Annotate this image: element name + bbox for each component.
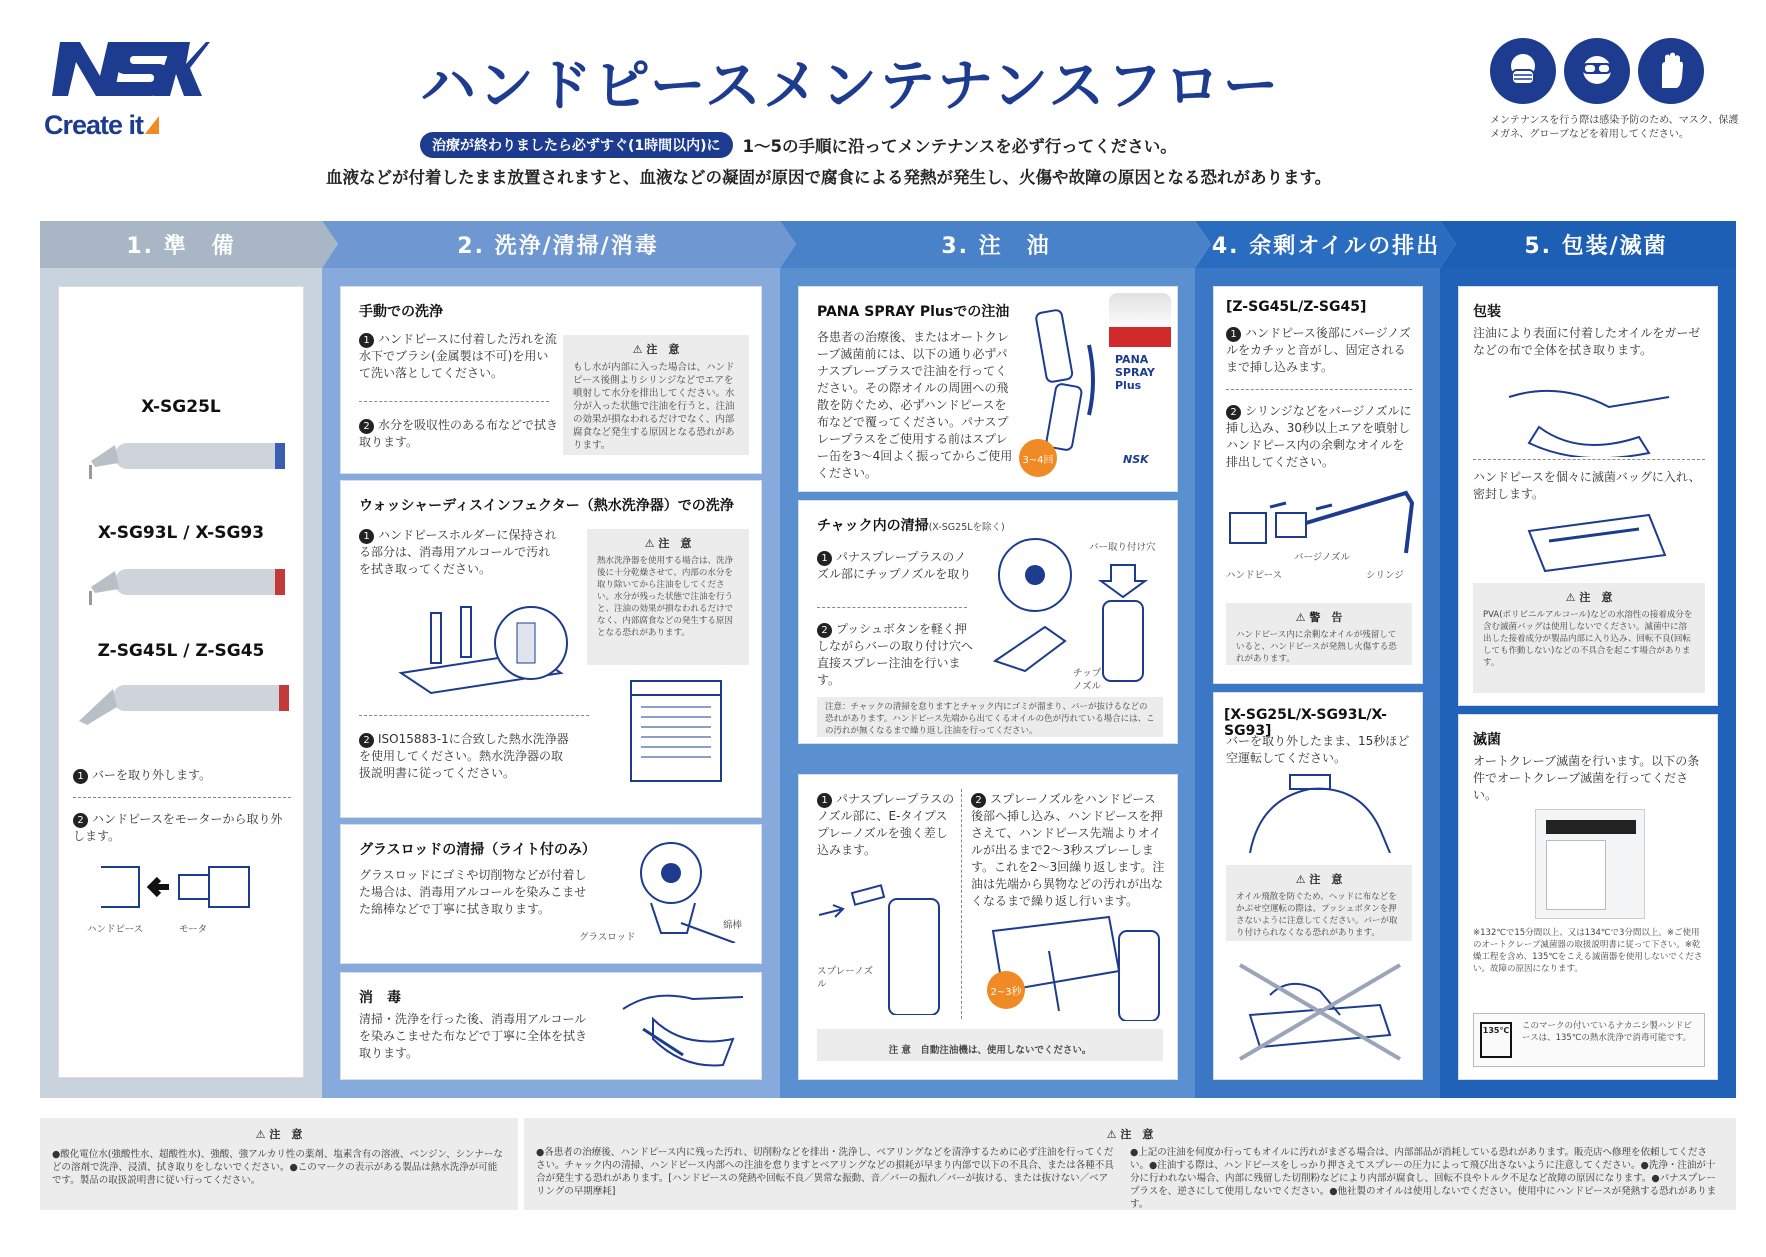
model-x-sg93l: X-SG93L / X-SG93 bbox=[97, 523, 265, 543]
label-tip-nozzle: チップノズル bbox=[1073, 668, 1102, 692]
heat-mark-icon: 135℃ bbox=[1480, 1022, 1512, 1058]
footer-caution-1: ⚠ 注 意 ●酸化電位水(強酸性水、超酸性水)、強酸、強アルカリ性の薬剤、塩素含有の溶液、ベンジン、シンナーなどの溶剤で洗浄、浸漬、拭き取りをしないでください。●このマークの表示がある製品は熱水洗浄が可能です。製品の取扱説明書に従い行ってください。 bbox=[40, 1118, 518, 1210]
footer-caution-2: ⚠ 注 意 ●各患者の治療後、ハンドピース内に残った汚れ、切削粉などを排出・洗浄し、ベアリングなどを清浄するために必ず注油を行ってください。チャック内の清掃、ハンドピース内部への注油を怠りますとベアリングなどの損耗が早まり内部で以下の不具合、または各種不具合が発生する恐れがあります。[ハンドピースの発熱や回転不良／異常な振動、音／バーの振れ／バーが抜ける、または抜けない／ベアリングの早期摩耗] ●上記の注油を何度か行ってもオイルに汚れがまざる場合は、内部部品が消耗している恐れがあります。販売店へ修理を依頼してください。●注油する際は、ハンドピースをしっかり押さえてスプレーの圧力によって飛び出さないように注意してください。●洗浄・注油が十分に行われない場合、内部に残留した切削粉などにより内部が腐食し、回転不良やトルク不足など故障の原因になります。●パナスプレープラスを、逆さにして使用しないでください。●他社製のオイルは使用しないでください。使用中にハンドピースが発熱する恐れがあります。 bbox=[524, 1118, 1736, 1210]
packing-step-2: ハンドピースを個々に滅菌バッグに入れ、密封します。 bbox=[1473, 470, 1701, 501]
glass-rod-card bbox=[340, 824, 762, 964]
packing-title: 包装 bbox=[1473, 304, 1501, 320]
packing-caution: ⚠ 注 意 PVA(ポリビニルアルコール)などの水溶性の接着成分を含む滅菌バッグは使用しないでください。滅菌中に溶出した接着成分が製品内部に入り込み、回転不良(回転しても作動しない)などの不具合を起こす場合があります。 bbox=[1473, 583, 1705, 693]
prep-step-1: 1 バーを取り外します。 bbox=[73, 767, 293, 784]
warning-line: 血液などが付着したまま放置されますと、血液などの凝固が原因で腐食による発熱が発生し、火傷や故障の原因となる恐れがあります。 bbox=[326, 168, 1332, 187]
label-syringe: シリンジ bbox=[1366, 570, 1404, 581]
handpiece-image-2 bbox=[85, 553, 295, 613]
step-5-header: 5. 包装/滅菌 bbox=[1524, 234, 1668, 259]
intro-line bbox=[420, 132, 1177, 158]
pana-spray-title: PANA SPRAY Plusでの注油 bbox=[817, 304, 1010, 320]
oil-step-1: 1 パナスプレープラスのノズル部に、E-タイプスプレーノズルを強く差し込みます。 bbox=[817, 792, 955, 857]
label-handpiece: ハンドピース bbox=[87, 924, 144, 935]
manual-caution: ⚠ 注 意 もし水が内部に入った場合は、ハンドピース後側よりシリンジなどでエアを噴射して水分を排出してください。水分が入った状態で注油を行うと、注油の効果が損なわれるだけでなく、内部腐食など発生する原因となる恐れがあります。 bbox=[563, 335, 749, 455]
gauze-wipe-image bbox=[1499, 377, 1679, 457]
label-motor: モータ bbox=[179, 924, 208, 935]
manual-step-1: 1 ハンドピースに付着した汚れを流水下でブラシ(金属製は不可)を用いて洗い落としてください。 bbox=[359, 332, 557, 380]
prep-card bbox=[58, 286, 304, 1078]
glass-rod-title: グラスロッドの清掃（ライト付のみ） bbox=[359, 842, 596, 858]
label-glass-rod: グラスロッド bbox=[579, 932, 636, 943]
handpiece-image-3 bbox=[73, 671, 295, 741]
nsk-logo bbox=[40, 34, 210, 104]
washer-title: ウォッシャーディスインフェクター（熱水洗浄器）での洗浄 bbox=[359, 498, 734, 514]
steps-band bbox=[40, 221, 1736, 268]
washer-step-1: 1 ハンドピースホルダーに保持される部分は、消毒用アルコールで汚れを拭き取ってください。 bbox=[359, 528, 557, 576]
chuck-caution: 注意：チャックの清掃を怠りますとチャック内にゴミが溜まり、バーが抜けるなどの恐れがあります。ハンドピース先端から出てくるオイルの色が汚れている場合には、この汚れが無くなるまで繰り返し注油を行ってください。 bbox=[817, 697, 1163, 737]
label-bur-hole: バー取り付け穴 bbox=[1089, 542, 1156, 553]
washer-caution: ⚠ 注 意 熱水洗浄器を使用する場合は、洗浄後に十分乾燥させて、内部の水分を取り除いてから注油をしてください。水分が残った状態で注油を行うと、注油の効果が損なわれるだけでなく、内部腐食などの発生する原因となる恐れがあります。 bbox=[587, 529, 749, 665]
ppe-icons bbox=[1490, 38, 1704, 104]
heat-mark-note: 135℃ このマークの付いているナカニシ製ハンドピースは、135℃の熱水洗浄で消毒可能です。 bbox=[1473, 1013, 1705, 1067]
purge-warning: ⚠ 警 告 ハンドピース内に余剰なオイルが残留していると、ハンドピースが発熱し火傷する恐れがあります。 bbox=[1226, 603, 1412, 665]
sterilization-bag-image bbox=[1519, 511, 1669, 575]
packing-card bbox=[1458, 286, 1718, 706]
page-title: ハンドピースメンテナンスフロー bbox=[420, 54, 1281, 119]
chuck-step-1: 1 パナスプレープラスのノズル部にチップノズルを取り bbox=[817, 550, 972, 581]
step-2-header: 2. 洗浄/清掃/消毒 bbox=[457, 234, 659, 259]
packing-step-1: 注油により表面に付着したオイルをガーゼなどの布で全体を拭き取ります。 bbox=[1473, 326, 1701, 357]
shake-count-badge: 3~4回 bbox=[1019, 439, 1057, 477]
step-4-header: 4. 余剰オイルの排出 bbox=[1211, 234, 1441, 259]
ppe-note: メンテナンスを行う際は感染予防のため、マスク、保護メガネ、グローブなどを着用してください。 bbox=[1490, 115, 1739, 140]
sterilization-text: オートクレーブ滅菌を行います。以下の条件でオートクレーブ滅菌を行ってください。 bbox=[1473, 754, 1700, 802]
model-x-sg25l: X-SG25L bbox=[141, 397, 221, 417]
manual-wash-card bbox=[340, 286, 762, 474]
caution-heading: ⚠ 注 意 bbox=[632, 343, 680, 356]
free-run-title: [X-SG25L/X-SG93L/X-SG93] bbox=[1224, 707, 1387, 739]
label-spray-nozzle: スプレーノズル bbox=[817, 966, 874, 990]
nozzle-insert-image bbox=[819, 875, 949, 1015]
purge-step-1: 1 ハンドピース後部にバージノズルをカチッと音がし、固定されるまで挿し込みます。 bbox=[1226, 326, 1411, 374]
free-run-image bbox=[1230, 769, 1410, 853]
washer-step-2: 2 ISO15883-1に合致した熱水洗浄器を使用してください。熱水洗浄器の取扱説明書に従ってください。 bbox=[359, 732, 569, 780]
label-purge-nozzle: バージノズル bbox=[1294, 552, 1351, 563]
no-push-image bbox=[1230, 955, 1410, 1065]
sterilization-card bbox=[1458, 714, 1718, 1080]
pana-spray-card bbox=[798, 286, 1178, 492]
washer-card bbox=[340, 480, 762, 818]
free-run-text: バーを取り外したまま、15秒ほど空運転してください。 bbox=[1226, 734, 1410, 765]
free-run-caution: ⚠ 注 意 オイル飛散を防ぐため、ヘッドに布などをかぶせ空運転の際は、プッシュボタンを押さないように注意してください。バーが取り付けられなくなる恐れがあります。 bbox=[1226, 865, 1412, 941]
chuck-card bbox=[798, 500, 1178, 744]
pana-spray-can: PANA SPRAY Plus NSK bbox=[1109, 293, 1171, 483]
intro-text: 1～5の手順に沿ってメンテナンスを必ず行ってください。 bbox=[742, 137, 1177, 156]
handpiece-image-1 bbox=[85, 427, 295, 487]
autoclave-image bbox=[1535, 809, 1645, 919]
purge-card bbox=[1213, 286, 1423, 684]
pana-spray-text: 各患者の治療後、またはオートクレーブ滅菌前には、以下の通り必ずパナスプレープラスで注油を行ってください。その際オイルの周囲への飛散を防ぐため、必ずハンドピースを布などで覆ってください。パナスプレープラスをご使用する前はスプレー缶を3～4回よく振ってからご使用ください。 bbox=[817, 330, 1013, 480]
step-3-header: 3. 注 油 bbox=[941, 234, 1051, 259]
sterilization-title: 滅菌 bbox=[1473, 732, 1501, 748]
disinfection-text: 清掃・洗浄を行った後、消毒用アルコールを染みこませた布などで丁寧に全体を拭き取ります。 bbox=[359, 1012, 588, 1060]
oil-card bbox=[798, 774, 1178, 1080]
mask-icon bbox=[1490, 38, 1556, 104]
label-swab: 綿棒 bbox=[723, 920, 743, 931]
washer-holder-image bbox=[391, 593, 581, 703]
chuck-step-2: 2 プッシュボタンを軽く押しながらバーの取り付け穴へ直接スプレー注油を行います。 bbox=[817, 622, 974, 687]
auto-oiler-caution: 注 意 自動注油機は、使用しないでください。 bbox=[817, 1029, 1163, 1061]
wipe-image bbox=[613, 979, 753, 1073]
free-run-card bbox=[1213, 692, 1423, 1080]
oil-step-2: 2 スプレーノズルをハンドピース後部へ挿し込み、ハンドピースを押さえて、ハンドピース先端よりオイルが出るまで2～3秒スプレーします。これを2～3回繰り返します。注油は先端から異物などの汚れが出なくなるまで繰り返し行います。 bbox=[971, 792, 1165, 908]
goggles-icon bbox=[1564, 38, 1630, 104]
chuck-image bbox=[985, 531, 1175, 687]
label-handpiece-4: ハンドピース bbox=[1226, 570, 1283, 581]
disinfection-card bbox=[340, 972, 762, 1080]
prep-step-2: 2 ハンドピースをモーターから取り外します。 bbox=[73, 812, 283, 843]
purge-title: [Z-SG45L/Z-SG45] bbox=[1226, 299, 1367, 315]
create-it-logo: Create it bbox=[44, 110, 159, 141]
manual-wash-title: 手動での洗浄 bbox=[359, 304, 443, 320]
chuck-title-row: チャック内の清掃(X-SG25Lを除く) bbox=[817, 518, 1005, 534]
washer-machine-image bbox=[627, 677, 727, 787]
disinfection-title: 消 毒 bbox=[359, 990, 401, 1006]
sterilization-note: ※132℃で15分間以上、又は134℃で3分間以上。※ご使用のオートクレーブ滅菌器の取扱説明書に従って下さい。※乾燥工程を含め、135℃をこえる滅菌器を使用しないでください。故障の原因になります。 bbox=[1473, 928, 1703, 974]
glass-rod-text: グラスロッドにゴミや切削物などが付着した場合は、消毒用アルコールを染みこませた綿棒などで丁寧に拭き取ります。 bbox=[359, 868, 587, 916]
shake-can-image bbox=[1031, 305, 1101, 455]
spray-seconds-badge: 2~3秒 bbox=[987, 971, 1025, 1009]
purge-step-2: 2 シリンジなどをバージノズルに挿し込み、30秒以上エアを噴射しハンドピース内の余剰なオイルを排出してください。 bbox=[1226, 404, 1412, 469]
highlight-pill: 治療が終わりましたら必ずすぐ(1時間以内)に bbox=[420, 132, 733, 158]
model-z-sg45l: Z-SG45L / Z-SG45 bbox=[97, 641, 265, 661]
motor-removal-image bbox=[99, 857, 269, 917]
glove-icon bbox=[1638, 38, 1704, 104]
manual-step-2: 2 水分を吸収性のある布などで拭き取ります。 bbox=[359, 418, 559, 449]
step-1-header: 1. 準 備 bbox=[126, 234, 236, 259]
